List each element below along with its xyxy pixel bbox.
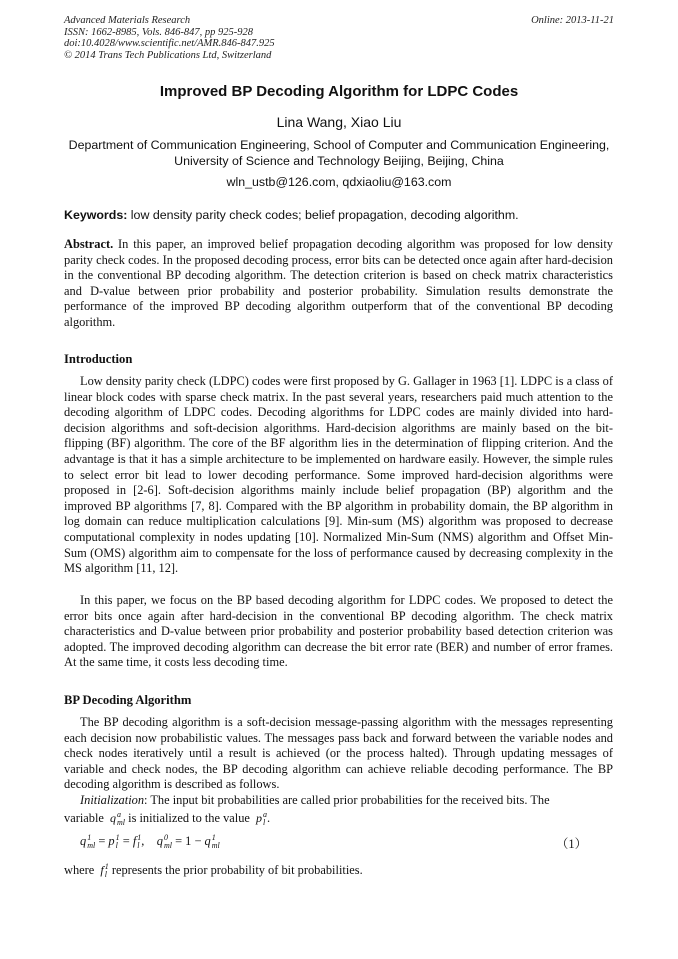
keywords-label: Keywords: [64, 208, 128, 222]
journal-name: Advanced Materials Research [64, 15, 191, 26]
doi-line: doi:10.4028/www.scientific.net/AMR.846-847.925 [64, 38, 275, 49]
where-text-post: represents the prior probability of bit probabilities. [111, 863, 363, 877]
introduction-paragraph-2: In this paper, we focus on the BP based decoding algorithm for LDPC codes. We proposed to detect the error bits once again after hard-decision in the conventional BP decoding algorithm. The check matrix characteristics and D-value between prior probability and posterior probability based detection criterion was adopted. The improved decoding algorithm can decrease the bit error rate (BER) and number of error frames. At the same time, it costs less decoding time. [64, 593, 613, 670]
online-date: Online: 2013-11-21 [531, 15, 614, 26]
math-p-l-a: pa l [253, 810, 268, 828]
variable-text-pre: variable [64, 811, 104, 825]
variable-line [64, 809, 270, 827]
initialization-label: Initialization [80, 793, 145, 807]
variable-text-end: . [267, 811, 271, 825]
initialization-line [64, 793, 613, 809]
affiliation-line-1: Department of Communication Engineering, School of Computer and Communication Engineering, [68, 138, 610, 152]
abstract-label: Abstract. [64, 237, 114, 251]
introduction-heading: Introduction [64, 352, 133, 366]
abstract [64, 237, 613, 331]
running-header [64, 15, 275, 61]
equation-1: q1 ml = p1 l = f1 l , q0 ml = 1 − q1 ml [80, 833, 220, 851]
paper-title: Improved BP Decoding Algorithm for LDPC Codes [159, 83, 519, 100]
bp-paragraph-1: The BP decoding algorithm is a soft-decision message-passing algorithm with the messages representing each decision now probabilistic values. The messages pass back and forward between the variable nodes and check nodes iteratively until a result is achieved (or the process halted). Through updating messages of variable and check nodes, the BP decoding algorithm can achieve reliable decoding performance. The BP decoding algorithm is described as follows. [64, 715, 613, 792]
abstract-text: In this paper, an improved belief propagation decoding algorithm was proposed for low density parity check codes. In the proposed decoding process, error bits can be detected once again after hard-decision in the conventional BP decoding algorithm. The detection criterion is based on check matrix characteristics and D-value between prior probability and posterior probability. Simulation results demonstrate the performance of the improved BP decoding algorithm outperform that of the conventional BP decoding algorithm. [64, 237, 613, 329]
bp-section-heading: BP Decoding Algorithm [64, 693, 192, 707]
keywords [64, 208, 519, 222]
where-text-pre: where [64, 863, 95, 877]
variable-text-mid: is initialized to the value [128, 811, 250, 825]
keywords-text: low density parity check codes; belief propagation, decoding algorithm. [127, 208, 519, 222]
affiliation-line-2: University of Science and Technology Beijing, Beijing, China [174, 153, 504, 168]
introduction-paragraph-1: Low density parity check (LDPC) codes were first proposed by G. Gallager in 1963 [1]. LDPC is a class of linear block codes with sparse check matrix. In the past several years, researchers paid much attention to the decoding algorithm of LDPC codes. Decoding algorithms for LDPC codes are mainly divided into hard-decision algorithms and soft-decision algorithms. Hard-decision algorithms are mainly based on the bit-flipping (BF) algorithm. The core of the BF algorithm lies in the determination of flipping criterion. And the advantage is that it has a simple architecture to be implemented on hardware easily. However, the simple rules to select error bit lead to lower decoding performance. Some improved hard-decision algorithms were proposed in [2-6]. Soft-decision algorithms mainly include belief propagation (BP) algorithm and the improved BP algorithms [7, 8]. Compared with the BP algorithm in probability domain, the BP algorithm in log domain can reduce multiplication calculations [9]. Min-sum (MS) algorithm was proposed to decrease computational complexity in nodes updating [10]. Normalized Min-Sum (NMS) algorithm and Offset Min-Sum (OMS) algorithm aim to compensate for the loss of performance caused by decreasing complexity in the MS algorithm [11, 12]. [64, 374, 613, 576]
math-f-l-1: f1 l [97, 862, 109, 880]
math-q-ml-a: qa ml [107, 810, 126, 828]
copyright-line: © 2014 Trans Tech Publications Ltd, Switzerland [64, 49, 272, 61]
where-line [64, 861, 363, 879]
initialization-text: : The input bit probabilities are called prior probabilities for the received bits. The [144, 793, 550, 807]
emails: wln_ustb@126.com, qdxiaoliu@163.com [226, 175, 452, 189]
affiliation [0, 138, 678, 169]
equation-number: （1） [556, 837, 587, 851]
issn-line: ISSN: 1662-8985, Vols. 846-847, pp 925-928 [64, 26, 253, 38]
authors: Lina Wang, Xiao Liu [276, 114, 402, 130]
